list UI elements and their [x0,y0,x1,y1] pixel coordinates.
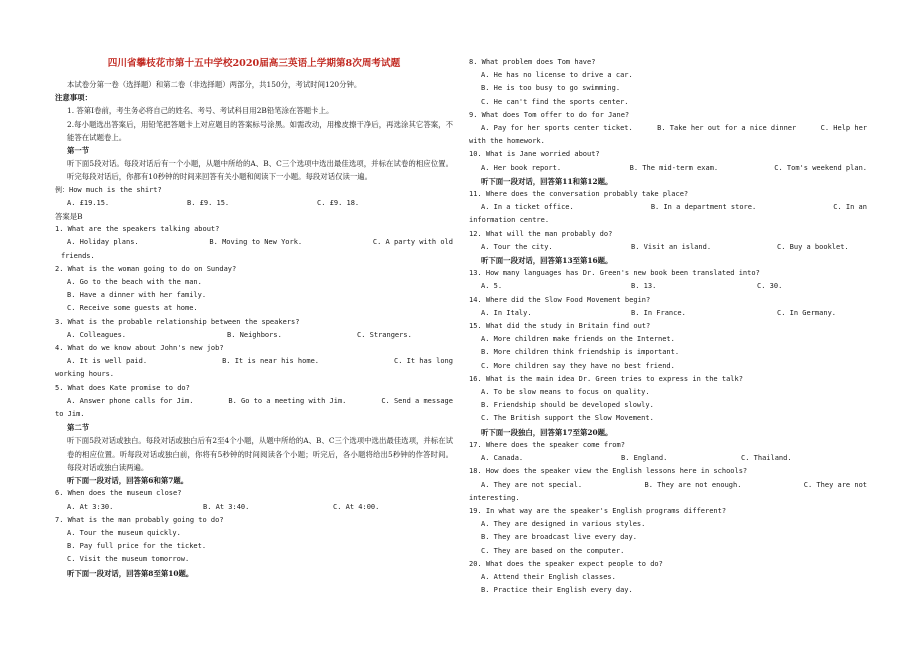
question-5-continuation: to Jim. [55,410,85,419]
hint-17-20: 听下面一段独白，回答第17至第20题。 [481,427,613,437]
example-answer: 答案是B [55,212,83,222]
hint-6-7: 听下面一段对话，回答第6和第7题。 [67,476,189,486]
question-15-option-b: B. More children think friendship is important. [481,348,680,357]
question-4-option-b: B. It is near his home. [222,357,319,366]
question-9-options [469,122,867,135]
right-column [469,56,867,597]
question-5-option-a: A. Answer phone calls for Jim. [67,396,194,405]
question-5-options [55,395,453,408]
question-4-option-a: A. It is well paid. [67,357,148,366]
question-19-option-c: C. They are based on the computer. [481,546,625,555]
question-17-options [469,452,867,465]
question-15-option-a: A. More children make friends on the Internet. [481,335,675,344]
question-6-options [55,501,453,514]
question-8-option-b: B. He is too busy to go swimming. [481,84,621,93]
question-6-option-c: C. At 4:00. [333,502,380,511]
intro-text: 本试卷分第一卷（选择题）和第二卷（非选择题）两部分，共150分，考试时间120分钟。 [67,80,362,89]
question-13-options [469,280,867,293]
question-2-option-a: A. Go to the beach with the man. [67,278,202,287]
question-20: 20. What does the speaker expect people to do? [469,559,663,568]
question-10-options [469,162,867,175]
question-12-option-b: B. Visit an island. [631,242,712,251]
question-8-option-c: C. He can't find the sports center. [481,97,629,106]
question-2: 2. What is the woman going to do on Sunday? [55,264,237,273]
question-5-option-b: B. Go to a meeting with Jim. [228,396,347,405]
question-19: 19. In what way are the speaker's English programs different? [469,506,727,515]
example-options [55,197,453,210]
question-13-option-c: C. 30. [757,282,783,291]
question-8-option-a: A. He has no license to drive a car. [481,71,633,80]
question-19-option-b: B. They are broadcast live every day. [481,533,637,542]
question-3: 3. What is the probable relationship between the speakers? [55,317,300,326]
question-3-option-a: A. Colleagues. [67,330,127,339]
notice-item-1: 1. 答第Ⅰ卷前，考生务必将自己的姓名、考号、考试科目用2B铅笔涂在答题卡上。 [67,106,334,116]
question-12-option-a: A. Tour the city. [481,242,553,251]
hint-13-16: 听下面一段对话，回答第13至第16题。 [481,256,613,266]
question-16-option-c: C. The British support the Slow Movement. [481,414,654,423]
question-1-option-c: C. A party with old [372,238,453,247]
question-1: 1. What are the speakers talking about? [55,225,220,234]
question-11-option-b: B. In a department store. [650,203,757,212]
question-6-option-a: A. At 3:30. [67,502,114,511]
section-1-description: 听下面5段对话。每段对话后有一个小题，从题中所给的A、B、C三个选项中选出最佳选项，并标在试卷的相应位置。听完每段对话后，你都有10秒钟的时间来回答有关小题和阅读下一小题。每段对话仅读一遍。 [67,159,453,182]
question-14-option-a: A. In Italy. [481,308,532,317]
question-8: 8. What problem does Tom have? [469,58,596,66]
question-6-option-b: B. At 3:40. [203,502,250,511]
question-19-option-a: A. They are designed in various styles. [481,520,646,529]
question-11-continuation: information centre. [469,216,550,225]
question-17-option-a: A. Canada. [481,454,524,463]
question-2-option-c: C. Receive some guests at home. [67,304,198,313]
question-3-option-c: C. Strangers. [357,330,412,339]
question-11-option-a: A. In a ticket office. [481,203,574,212]
question-9-option-b: B. Take her out for a nice dinner [657,124,797,133]
question-7-option-b: B. Pay full price for the ticket. [67,542,207,551]
question-13: 13. How many languages has Dr. Green's new book been translated into? [469,269,760,278]
question-11-option-c: C. In an [833,203,867,212]
question-5: 5. What does Kate promise to do? [55,383,190,392]
question-20-option-b: B. Practice their English every day. [481,586,633,595]
question-4-options [55,355,453,368]
question-7-option-c: C. Visit the museum tomorrow. [67,555,190,564]
question-7: 7. What is the man probably going to do? [55,515,224,524]
question-14-options [469,307,867,320]
question-11: 11. Where does the conversation probably take place? [469,190,689,199]
question-1-options [55,236,453,249]
question-4: 4. What do we know about John's new job? [55,344,224,353]
notice-item-2: 2.每小题选出答案后，用铅笔把答题卡上对应题目的答案标号涂黑。如需改动，用橡皮擦干净后，再选涂其它答案，不能答在试题卷上。 [67,119,453,142]
question-18-option-a: A. They are not special. [481,480,583,489]
question-16: 16. What is the main idea Dr. Green tries to express in the talk? [469,374,743,383]
question-10-option-c: C. Tom's weekend plan. [774,163,867,172]
question-4-continuation: working hours. [55,370,115,379]
question-14-option-b: B. In France. [631,308,686,317]
question-15: 15. What did the study in Britain find out? [469,322,651,331]
example-option-a: A. £19.15. [67,198,110,207]
section-2-description: 听下面5段对话或独白。每段对话或独白后有2至4个小题，从题中所给的A、B、C三个选项中选出最佳选项，并标在试卷的相应位置。听每段对话或独白前，你将有5秒钟的时间阅读各个小题；听完后，各小题将给出5秒钟的作答时间。每段对话或独白读两遍。 [67,436,453,472]
example-option-c: C. £9. 18. [317,198,360,207]
question-16-option-a: A. To be slow means to focus on quality. [481,388,650,397]
section-1-heading: 第一节 [67,146,90,156]
question-18-options [469,479,867,492]
question-18-option-c: C. They are not [803,480,867,489]
question-18-continuation: interesting. [469,493,520,502]
question-5-option-c: C. Send a message [381,396,453,405]
question-12-options [469,241,867,254]
question-9: 9. What does Tom offer to do for Jane? [469,110,630,119]
question-9-continuation: with the homework. [469,137,545,146]
section-2-heading: 第二节 [67,423,90,433]
question-16-option-b: B. Friendship should be developed slowly. [481,401,654,410]
left-column [55,56,453,580]
question-11-options [469,201,867,214]
hint-11-12: 听下面一段对话，回答第11和第12题。 [481,176,613,186]
question-17-option-c: C. Thailand. [741,454,792,463]
notice-heading: 注意事项： [55,93,92,103]
example-question: 例：How much is the shirt? [55,185,162,194]
example-option-b: B. £9. 15. [187,198,230,207]
question-17-option-b: B. England. [621,454,668,463]
question-10: 10. What is Jane worried about? [469,150,600,159]
page-title: 四川省攀枝花市第十五中学校2020届高三英语上学期第8次周考试题 [107,58,401,69]
question-18: 18. How does the speaker view the English lessons here in schools? [469,467,748,476]
question-12-option-c: C. Buy a booklet. [777,242,849,251]
question-4-option-c: C. It has long [393,357,453,366]
question-12: 12. What will the man probably do? [469,229,613,238]
question-1-continuation: friends. [61,251,95,260]
hint-8-10: 听下面一段对话，回答第8至第10题。 [67,568,194,578]
question-9-option-a: A. Pay for her sports center ticket. [481,124,633,133]
question-13-option-b: B. 13. [631,282,657,291]
question-7-option-a: A. Tour the museum quickly. [67,528,181,537]
question-3-options [55,329,453,342]
question-13-option-a: A. 5. [481,282,503,291]
question-14: 14. Where did the Slow Food Movement begin? [469,295,651,304]
question-10-option-b: B. The mid-term exam. [629,163,719,172]
question-14-option-c: C. In Germany. [777,308,837,317]
question-15-option-c: C. More children say they have no best friend. [481,361,675,370]
question-20-option-a: A. Attend their English classes. [481,572,616,581]
question-6: 6. When does the museum close? [55,489,182,498]
question-1-option-b: B. Moving to New York. [209,238,303,247]
question-10-option-a: A. Her book report. [481,163,562,172]
question-9-option-c: C. Help her [820,124,867,133]
question-3-option-b: B. Neighbors. [227,330,282,339]
question-2-option-b: B. Have a dinner with her family. [67,291,207,300]
question-1-option-a: A. Holiday plans. [67,238,139,247]
question-18-option-b: B. They are not enough. [644,480,742,489]
question-17: 17. Where does the speaker come from? [469,440,625,449]
